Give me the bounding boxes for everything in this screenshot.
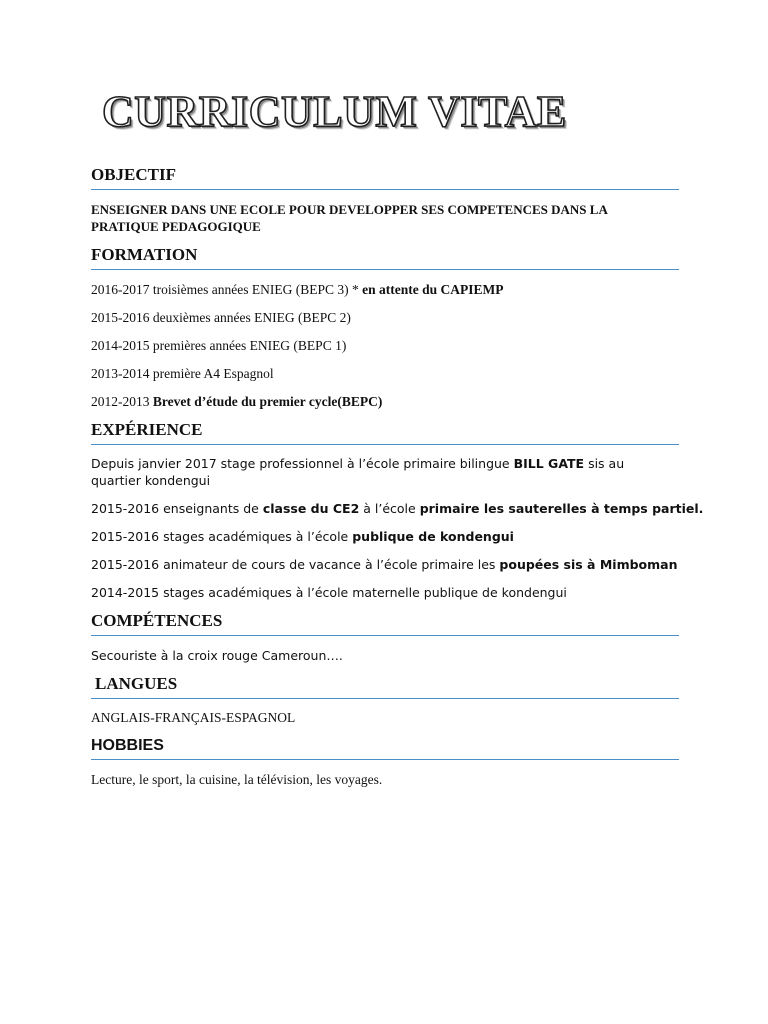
competences-section <box>91 612 679 636</box>
langues-text: ANGLAIS-FRANÇAIS-ESPAGNOL <box>91 710 296 725</box>
hobbies-text: Lecture, le sport, la cuisine, la télévision, les voyages. <box>91 772 383 787</box>
formation-item-bold: en attente du CAPIEMP <box>362 282 504 297</box>
experience-item-bold: classe du CE2 <box>262 501 360 516</box>
experience-item-text: 2015-2016 enseignants de <box>91 501 263 516</box>
experience-item-bold: primaire les sauterelles à temps partiel. <box>419 501 704 516</box>
experience-item-text: 2014-2015 stages académiques à l’école maternelle publique de kondengui <box>91 585 567 600</box>
experience-item <box>91 528 691 545</box>
objectif-section <box>91 166 679 190</box>
formation-section <box>91 246 679 270</box>
experience-item-text: Depuis janvier 2017 stage professionnel à l’école primaire bilingue <box>91 456 514 471</box>
langues-heading: LANGUES <box>91 675 679 699</box>
formation-item-text: 2013-2014 première A4 Espagnol <box>91 366 274 381</box>
langues-section <box>91 675 679 699</box>
formation-item-text: 2012-2013 <box>91 394 153 409</box>
experience-item-text: sis au quartier kondengui <box>91 456 625 488</box>
formation-item-text: 2014-2015 premières années ENIEG (BEPC 1) <box>91 338 347 353</box>
formation-item-bold: Brevet d’étude du premier cycle(BEPC) <box>152 394 383 409</box>
experience-item <box>91 556 691 573</box>
experience-item <box>91 455 676 489</box>
competences-heading: COMPÉTENCES <box>91 612 679 636</box>
formation-item <box>91 281 691 298</box>
formation-heading: FORMATION <box>91 246 679 270</box>
formation-item <box>91 393 691 410</box>
experience-heading: EXPÉRIENCE <box>91 421 679 445</box>
experience-item-bold: poupées sis à Mimboman <box>499 557 678 572</box>
cv-title: CURRICULUM VITAE <box>102 87 567 136</box>
competences-text: Secouriste à la croix rouge Cameroun…. <box>91 648 343 663</box>
experience-item-bold: BILL GATE <box>513 456 585 471</box>
formation-item <box>91 337 691 354</box>
experience-item-text: à l’école <box>359 501 420 516</box>
experience-item <box>91 584 691 601</box>
objectif-heading: OBJECTIF <box>91 166 679 190</box>
hobbies-section <box>91 737 679 760</box>
formation-item-text: 2015-2016 deuxièmes années ENIEG (BEPC 2) <box>91 310 351 325</box>
experience-item-bold: publique de kondengui <box>352 529 514 544</box>
formation-item-text: 2016-2017 troisièmes années ENIEG (BEPC 3) * <box>91 282 363 297</box>
formation-item <box>91 309 691 326</box>
experience-item-text: 2015-2016 animateur de cours de vacance à l’école primaire les <box>91 557 500 572</box>
hobbies-heading: HOBBIES <box>91 737 679 760</box>
experience-item <box>91 500 704 517</box>
experience-section <box>91 421 679 445</box>
objectif-text: ENSEIGNER DANS UNE ECOLE POUR DEVELOPPER SES COMPETENCES DANS LA PRATIQUE PEDAGOGIQUE <box>91 202 608 234</box>
experience-item-text: 2015-2016 stages académiques à l’école <box>91 529 353 544</box>
formation-item <box>91 365 691 382</box>
